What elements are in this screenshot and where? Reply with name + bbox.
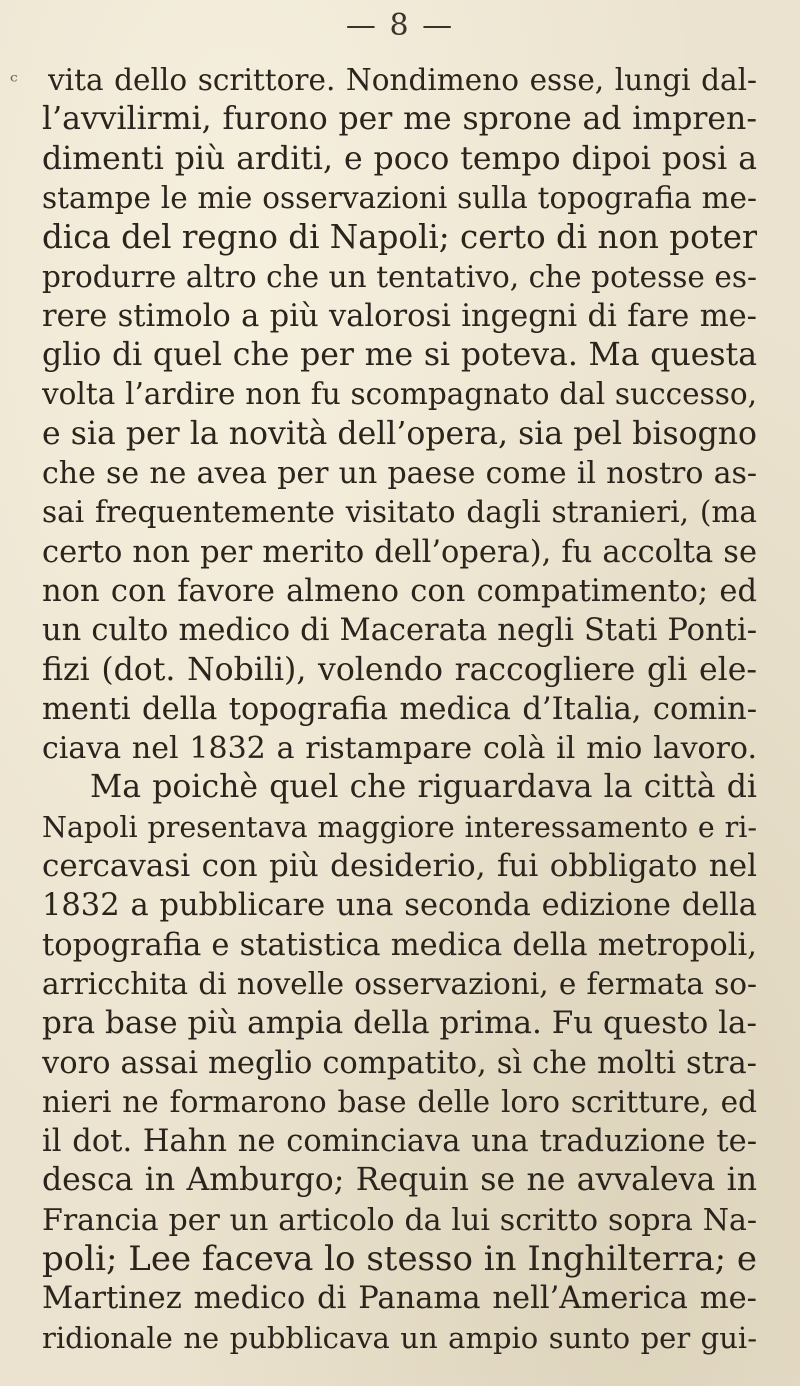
text-line: vita dello scrittore. Nondimeno esse, lungi dal- xyxy=(48,63,757,97)
text-line: un culto medico di Macerata negli Stati Ponti- xyxy=(42,613,757,649)
text-line: e sia per la novità dell’opera, sia pel bisogno xyxy=(42,415,757,452)
text-line: Ma poichè quel che riguardava la città di xyxy=(90,769,757,806)
text-line: ciava nel 1832 a ristampare colà il mio lavoro. xyxy=(42,731,757,767)
text-line: stampe le mie osservazioni sulla topografia me- xyxy=(42,180,757,215)
text-line: fizi (dot. Nobili), volendo raccogliere gli ele- xyxy=(42,651,757,688)
text-line: glio di quel che per me si poteva. Ma questa xyxy=(42,337,757,374)
text-line: rere stimolo a più valorosi ingegni di fare me- xyxy=(42,298,757,334)
text-line: voro assai meglio compatito, sì che molti stra- xyxy=(42,1045,757,1081)
text-line: poli; Lee faceva lo stesso in Inghilterra; e xyxy=(42,1239,757,1279)
text-line: pra base più ampia della prima. Fu questo la- xyxy=(42,1005,757,1042)
text-line: menti della topografia medica d’Italia, comin- xyxy=(42,691,757,727)
margin-mark: ᶜ xyxy=(10,70,18,95)
text-line: dica del regno di Napoli; certo di non poter xyxy=(42,218,757,257)
text-line: Martinez medico di Panama nell’America me- xyxy=(42,1281,757,1317)
text-line: produrre altro che un tentativo, che potesse es- xyxy=(42,259,757,294)
text-line: 1832 a pubblicare una seconda edizione della xyxy=(42,888,757,924)
text-line: l’avvilirmi, furono per me sprone ad impren- xyxy=(42,101,757,138)
text-line: cercavasi con più desiderio, fui obbligato nel xyxy=(42,848,757,884)
text-line: che se ne avea per un paese come il nostro as- xyxy=(42,456,757,491)
text-line: sai frequentemente visitato dagli stranieri, (ma xyxy=(42,495,757,530)
text-line: nieri ne formarono base delle loro scritture, ed xyxy=(42,1084,757,1119)
text-line: non con favore almeno con compatimento; ed xyxy=(42,573,757,609)
text-line: volta l’ardire non fu scompagnato dal successo, xyxy=(42,377,757,412)
text-line: Napoli presentava maggiore interessamento e ri- xyxy=(42,810,757,844)
text-line: topografia e statistica medica della metropoli, xyxy=(42,927,757,963)
page-number: — 8 — xyxy=(345,8,455,43)
text-line: ridionale ne pubblicava un ampio sunto per gui- xyxy=(42,1320,757,1355)
text-line: il dot. Hahn ne cominciava una traduzione te- xyxy=(42,1124,757,1160)
text-line: Francia per un articolo da lui scritto sopra Na- xyxy=(42,1202,757,1238)
text-line: arricchita di novelle osservazioni, e fermata so- xyxy=(42,966,757,1001)
text-line: certo non per merito dell’opera), fu accolta se xyxy=(42,534,757,570)
text-line: dimenti più arditi, e poco tempo dipoi posi a xyxy=(42,140,757,177)
text-line: desca in Amburgo; Requin se ne avvaleva in xyxy=(42,1162,757,1199)
